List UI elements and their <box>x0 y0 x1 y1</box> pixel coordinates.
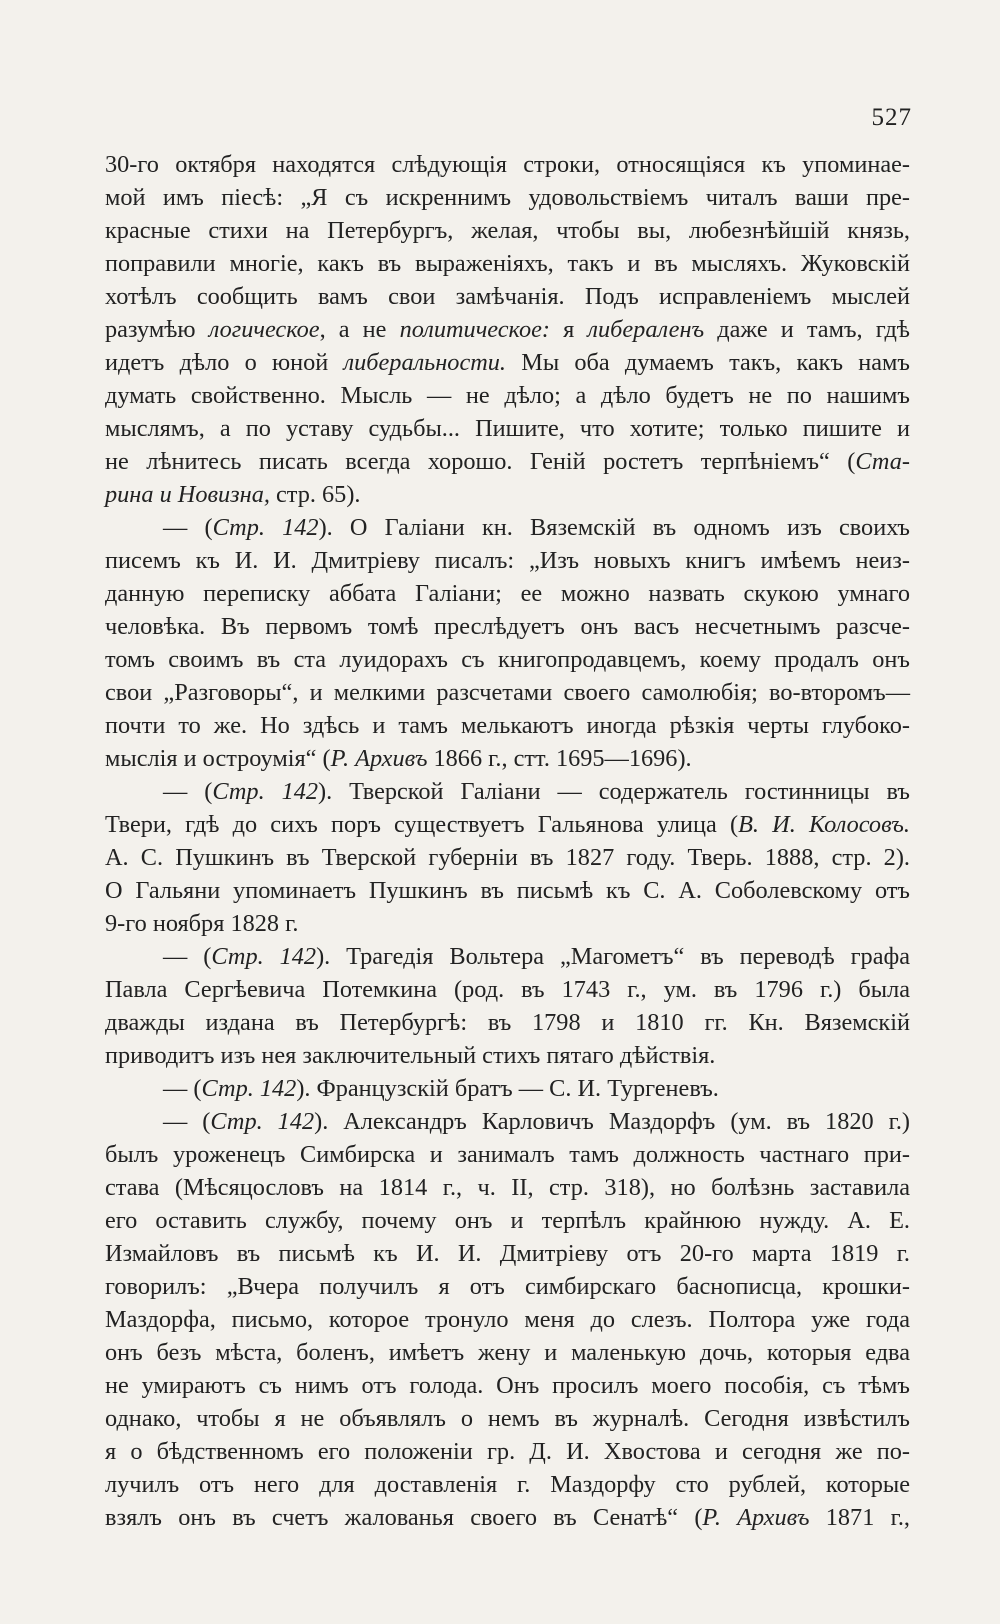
text-segment: — ( <box>163 1108 211 1135</box>
text-segment: я о бѣдственномъ его положенiи гр. Д. И. Хвостова и сегодня же по- <box>105 1438 910 1465</box>
text-line <box>105 1435 910 1468</box>
text-line <box>105 874 910 907</box>
text-segment: говорилъ: „Вчера получилъ я отъ симбирскаго баснописца, крошки- <box>105 1273 910 1300</box>
text-segment: думать свойственно. Мысль — не дѣло; а дѣло будетъ не по нашимъ <box>105 382 910 409</box>
text-segment: 1866 г., стт. 1695—1696). <box>427 745 692 772</box>
italic-text: Стр. 142 <box>211 943 317 970</box>
text-segment: — ( <box>163 943 212 970</box>
text-line <box>105 775 910 808</box>
italic-text: Стр. 142 <box>212 778 319 805</box>
text-segment: Маздорфа, письмо, которое тронуло меня до слезъ. Полтора уже года <box>105 1306 910 1333</box>
text-segment: — ( <box>163 514 213 541</box>
text-segment: — ( <box>163 1075 202 1102</box>
italic-text: Р. Архивъ <box>702 1504 810 1531</box>
text-segment: Твери, гдѣ до сихъ поръ существуетъ Гальянова улица ( <box>105 811 739 838</box>
text-line <box>105 1138 910 1171</box>
text-segment: 1871 г., <box>809 1504 910 1531</box>
text-segment: Павла Сергѣевича Потемкина (род. въ 1743 г., ум. въ 1796 г.) была <box>105 976 910 1003</box>
text-segment: поправили многiе, какъ въ выраженiяхъ, такъ и въ мысляхъ. Жуковскiй <box>105 250 910 277</box>
text-segment: его оставить службу, почему онъ и терпѣлъ крайнюю нужду. А. Е. <box>105 1207 910 1234</box>
text-line <box>105 907 910 940</box>
text-segment: дважды издана въ Петербургѣ: въ 1798 и 1810 гг. Кн. Вяземскiй <box>105 1009 910 1036</box>
text-segment: однако, чтобы я не объявлялъ о немъ въ журналѣ. Сегодня извѣстилъ <box>105 1405 910 1432</box>
text-segment: идетъ дѣло о юной <box>105 349 344 376</box>
text-segment: почти то же. Но здѣсь и тамъ мелькаютъ иногда рѣзкiя черты глубоко- <box>105 712 910 739</box>
text-line <box>105 742 910 775</box>
text-segment: мыслямъ, а по уставу судьбы... Пишите, что хотите; только пишите и <box>105 415 910 442</box>
text-line <box>105 1171 910 1204</box>
italic-text: Ста- <box>855 448 910 475</box>
text-line <box>105 313 910 346</box>
text-segment: стр. 65). <box>269 481 361 508</box>
text-line <box>105 445 910 478</box>
text-segment: А. С. Пушкинъ въ Тверской губернiи въ 1827 году. Тверь. 1888, стр. 2). <box>105 844 910 871</box>
text-line <box>105 973 910 1006</box>
text-line <box>105 1336 910 1369</box>
text-line <box>105 1468 910 1501</box>
text-segment: става (Мѣсяцословъ на 1814 г., ч. II, стр. 318), но болѣзнь заставила <box>105 1174 910 1201</box>
text-segment: О Гальяни упоминаетъ Пушкинъ въ письмѣ къ С. А. Соболевскому отъ <box>105 877 910 904</box>
italic-text: Стр. 142 <box>201 1075 297 1102</box>
text-line <box>105 1039 910 1072</box>
text-segment: писемъ къ И. И. Дмитрiеву писалъ: „Изъ новыхъ книгъ имѣемъ неиз- <box>105 547 910 574</box>
text-segment: Мы оба думаемъ такъ, какъ намъ <box>506 349 910 376</box>
text-line <box>105 1105 910 1138</box>
text-segment: хотѣлъ сообщить вамъ свои замѣчанiя. Подъ исправленiемъ мыслей <box>105 283 910 310</box>
text-line <box>105 1303 910 1336</box>
text-segment: лучилъ отъ него для доставленiя г. Маздорфу сто рублей, которые <box>105 1471 910 1498</box>
italic-text: либераленъ <box>587 316 705 343</box>
text-line <box>105 841 910 874</box>
text-line <box>105 643 910 676</box>
italic-text: Стр. 142 <box>212 514 319 541</box>
text-line <box>105 148 910 181</box>
text-line <box>105 346 910 379</box>
text-segment: мой имъ пiесѣ: „Я съ искреннимъ удовольствiемъ читалъ ваши пре- <box>105 184 910 211</box>
text-line <box>105 214 910 247</box>
text-segment: взялъ онъ въ счетъ жалованья своего въ Сенатѣ“ ( <box>105 1504 703 1531</box>
text-line <box>105 412 910 445</box>
text-segment: я <box>550 316 588 343</box>
text-line <box>105 1501 910 1534</box>
text-segment: — ( <box>163 778 213 805</box>
text-segment: ). Тверской Галiани — содержатель гостинницы въ <box>318 778 910 805</box>
text-line <box>105 511 910 544</box>
text-segment: онъ безъ мѣста, боленъ, имѣетъ жену и маленькую дочь, которыя едва <box>105 1339 910 1366</box>
text-line <box>105 1072 910 1105</box>
text-line <box>105 577 910 610</box>
text-line <box>105 544 910 577</box>
italic-text: политическое: <box>399 316 551 343</box>
body-text <box>105 148 910 1534</box>
text-segment: даже и тамъ, гдѣ <box>704 316 910 343</box>
text-line <box>105 940 910 973</box>
text-segment: не лѣнитесь писать всегда хорошо. Генiй ростетъ терпѣнiемъ“ ( <box>105 448 856 475</box>
text-segment: мыслiя и остроумiя“ ( <box>105 745 331 772</box>
text-line <box>105 610 910 643</box>
text-segment: свои „Разговоры“, и мелкими разсчетами своего самолюбiя; во-второмъ— <box>105 679 910 706</box>
text-line <box>105 280 910 313</box>
italic-text: Стр. 142 <box>210 1108 315 1135</box>
text-line <box>105 1369 910 1402</box>
text-segment: 9-го ноября 1828 г. <box>105 910 299 937</box>
text-segment: ). Александръ Карловичъ Маздорфъ (ум. въ 1820 г.) <box>314 1108 911 1135</box>
text-segment: приводитъ изъ нея заключительный стихъ пятаго дѣйствiя. <box>105 1042 716 1069</box>
text-segment: ). Трагедiя Вольтера „Магометъ“ въ переводѣ графа <box>316 943 911 970</box>
text-line <box>105 676 910 709</box>
text-segment: ). Французскiй братъ — С. И. Тургеневъ. <box>296 1075 719 1102</box>
text-segment: красные стихи на Петербургъ, желая, чтобы вы, любезнѣйшiй князь, <box>105 217 910 244</box>
page-number: 527 <box>871 104 912 131</box>
text-segment: разумѣю <box>105 316 209 343</box>
text-segment: данную переписку аббата Галiани; ее можно назвать скукою умнаго <box>105 580 910 607</box>
italic-text: рина и Новизна, <box>105 481 270 508</box>
italic-text: В. И. Колосовъ. <box>738 811 910 838</box>
text-line <box>105 1237 910 1270</box>
text-line <box>105 1270 910 1303</box>
italic-text: логическое <box>208 316 320 343</box>
text-line <box>105 1204 910 1237</box>
text-segment: томъ своимъ въ ста луидорахъ съ книгопродавцемъ, коему продалъ онъ <box>105 646 910 673</box>
italic-text: либеральности. <box>343 349 506 376</box>
text-line <box>105 247 910 280</box>
text-line <box>105 1402 910 1435</box>
text-line <box>105 181 910 214</box>
text-segment: былъ уроженецъ Симбирска и занималъ тамъ должность частнаго при- <box>105 1141 910 1168</box>
text-line <box>105 1006 910 1039</box>
text-segment: Измайловъ въ письмѣ къ И. И. Дмитрiеву отъ 20-го марта 1819 г. <box>105 1240 910 1267</box>
text-line <box>105 808 910 841</box>
text-line <box>105 379 910 412</box>
text-line <box>105 709 910 742</box>
italic-text: Р. Архивъ <box>330 745 428 772</box>
text-segment: 30-го октября находятся слѣдующія строки, относящіяся къ упоминае- <box>105 151 910 178</box>
text-segment: ). О Галiани кн. Вяземскiй въ одномъ изъ своихъ <box>318 514 910 541</box>
text-segment: человѣка. Въ первомъ томѣ преслѣдуетъ онъ васъ несчетнымъ разсче- <box>105 613 910 640</box>
text-segment: не умираютъ съ нимъ отъ голода. Онъ просилъ моего пособiя, съ тѣмъ <box>105 1372 910 1399</box>
text-segment: , а не <box>319 316 400 343</box>
text-line <box>105 478 910 511</box>
